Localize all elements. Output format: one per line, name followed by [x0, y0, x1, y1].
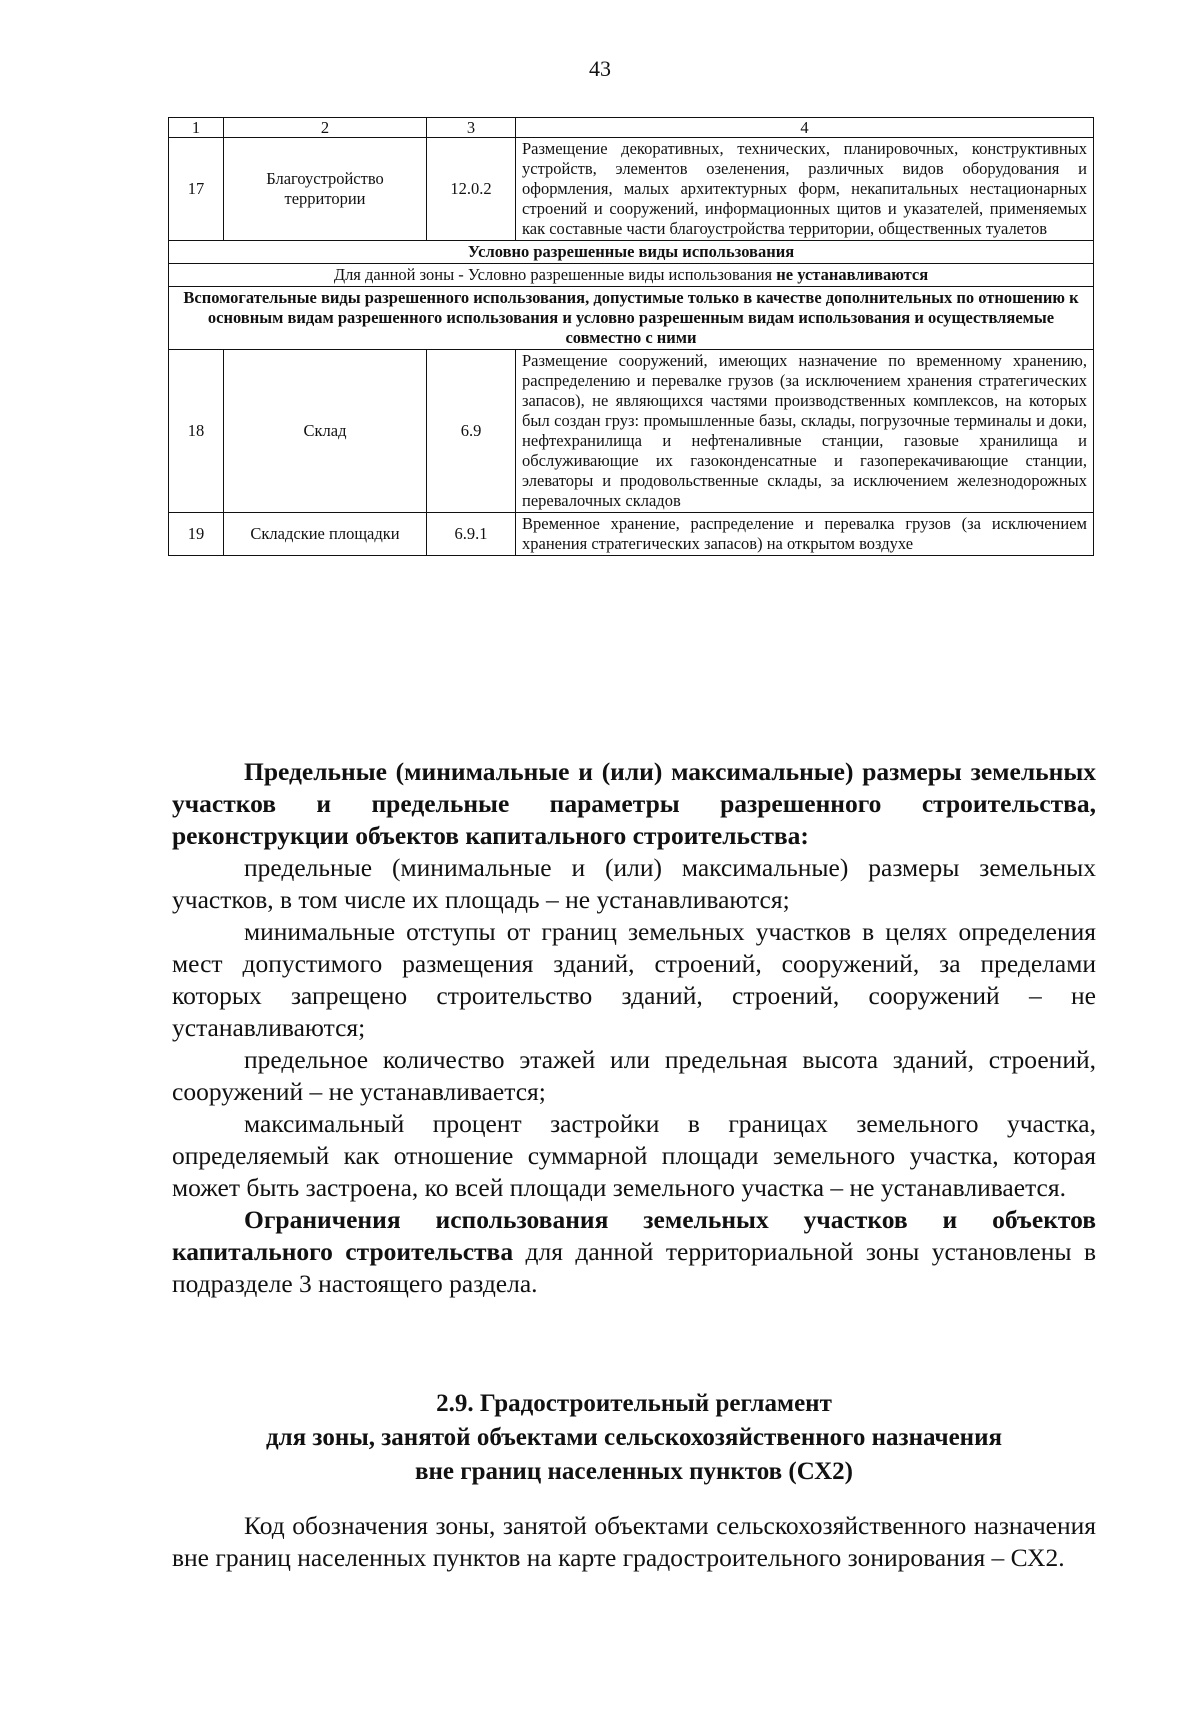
use-type-name: Благоустройство территории	[224, 138, 427, 241]
table-row	[169, 138, 1094, 241]
header-col-3: 3	[427, 118, 516, 138]
use-type-description: Временное хранение, распределение и перевалка грузов (за исключением хранения стратегических запасов) на открытом воздухе	[516, 513, 1094, 556]
use-type-name: Складские площадки	[224, 513, 427, 556]
conditional-uses-note	[169, 264, 1094, 287]
header-col-1: 1	[169, 118, 224, 138]
permitted-use-table	[168, 117, 1094, 556]
section-row	[169, 241, 1094, 264]
limits-paragraph: минимальные отступы от границ земельных участков в целях определения мест допустимого размещения зданий, строений, сооружений, за пределами которых запрещено строительство зданий, строений, сооружений – не устанавливаются;	[172, 917, 1096, 1042]
restrictions-text: для данной территориальной зоны установлены в подразделе 3 настоящего раздела.	[172, 1237, 1097, 1298]
section-title-line: для зоны, занятой объектами сельскохозяйственного назначения	[265, 1424, 1003, 1451]
limits-heading: Предельные (минимальные и (или) максимальные) размеры земельных участков и предельные параметры разрешенного строительства, реконструкции объектов капитального строительства:	[172, 757, 1096, 850]
section-title	[172, 1387, 1096, 1489]
table-row	[169, 350, 1094, 513]
header-col-2: 2	[224, 118, 427, 138]
restrictions-bold: Ограничения использования земельных участков и объектов капитального строительства	[172, 1205, 1096, 1266]
use-type-code: 6.9.1	[427, 513, 516, 556]
use-type-code: 6.9	[427, 350, 516, 513]
limits-paragraph: максимальный процент застройки в границах земельного участка, определяемый как отношение суммарной площади земельного участка, которая может быть застроена, ко всей площади земельного участка – не устанавливается.	[172, 1109, 1096, 1202]
limits-section	[172, 756, 1096, 1300]
use-type-description: Размещение сооружений, имеющих назначение по временному хранению, распределению и перевалке грузов (за исключением хранения стратегических запасов), не являющихся частями производственных комплексов, на которых был создан груз: промышленные базы, склады, погрузочные терминалы и доки, нефтехранилища и нефтеналивные станции, газовые хранилища и обслуживающие их газоконденсатные и газоперекачивающие станции, элеваторы и продовольственные склады, за исключением железнодорожных перевалочных складов	[516, 350, 1094, 513]
section-row	[169, 264, 1094, 287]
limits-paragraph: предельные (минимальные и (или) максимальные) размеры земельных участков, в том числе их площадь – не устанавливаются;	[172, 853, 1096, 914]
row-number: 19	[169, 513, 224, 556]
header-col-4: 4	[516, 118, 1094, 138]
section-title-line: вне границ населенных пунктов (СХ2)	[415, 1458, 853, 1485]
limits-paragraph: предельное количество этажей или предельная высота зданий, строений, сооружений – не устанавливается;	[172, 1045, 1096, 1106]
table-header-row	[169, 118, 1094, 138]
use-type-code: 12.0.2	[427, 138, 516, 241]
zone-code-paragraph: Код обозначения зоны, занятой объектами сельскохозяйственного назначения вне границ населенных пунктов на карте градостроительного зонирования – СХ2.	[172, 1511, 1096, 1572]
page-number: 43	[589, 56, 611, 81]
row-number: 18	[169, 350, 224, 513]
restrictions-paragraph	[172, 1204, 1096, 1300]
row-number: 17	[169, 138, 224, 241]
section-title-line: 2.9. Градостроительный регламент	[436, 1390, 832, 1417]
use-type-description: Размещение декоративных, технических, планировочных, конструктивных устройств, элементов озеленения, различных видов оборудования и оформления, малых архитектурных форм, некапитальных нестационарных строений и сооружений, информационных щитов и указателей, применяемых как составные части благоустройства территории, общественных туалетов	[516, 138, 1094, 241]
conditional-note-text: Для данной зоны - Условно разрешенные виды использования	[333, 265, 773, 284]
section-row	[169, 287, 1094, 350]
zone-code-section	[172, 1510, 1096, 1574]
table-row	[169, 513, 1094, 556]
use-type-name: Склад	[224, 350, 427, 513]
conditional-note-bold: не устанавливаются	[776, 265, 929, 284]
conditional-uses-heading: Условно разрешенные виды использования	[169, 241, 1094, 264]
auxiliary-uses-heading: Вспомогательные виды разрешенного использования, допустимые только в качестве дополнительных по отношению к основным видам разрешенного использования и условно разрешенным видам использования и осуществляемые совместно с ними	[169, 287, 1094, 350]
